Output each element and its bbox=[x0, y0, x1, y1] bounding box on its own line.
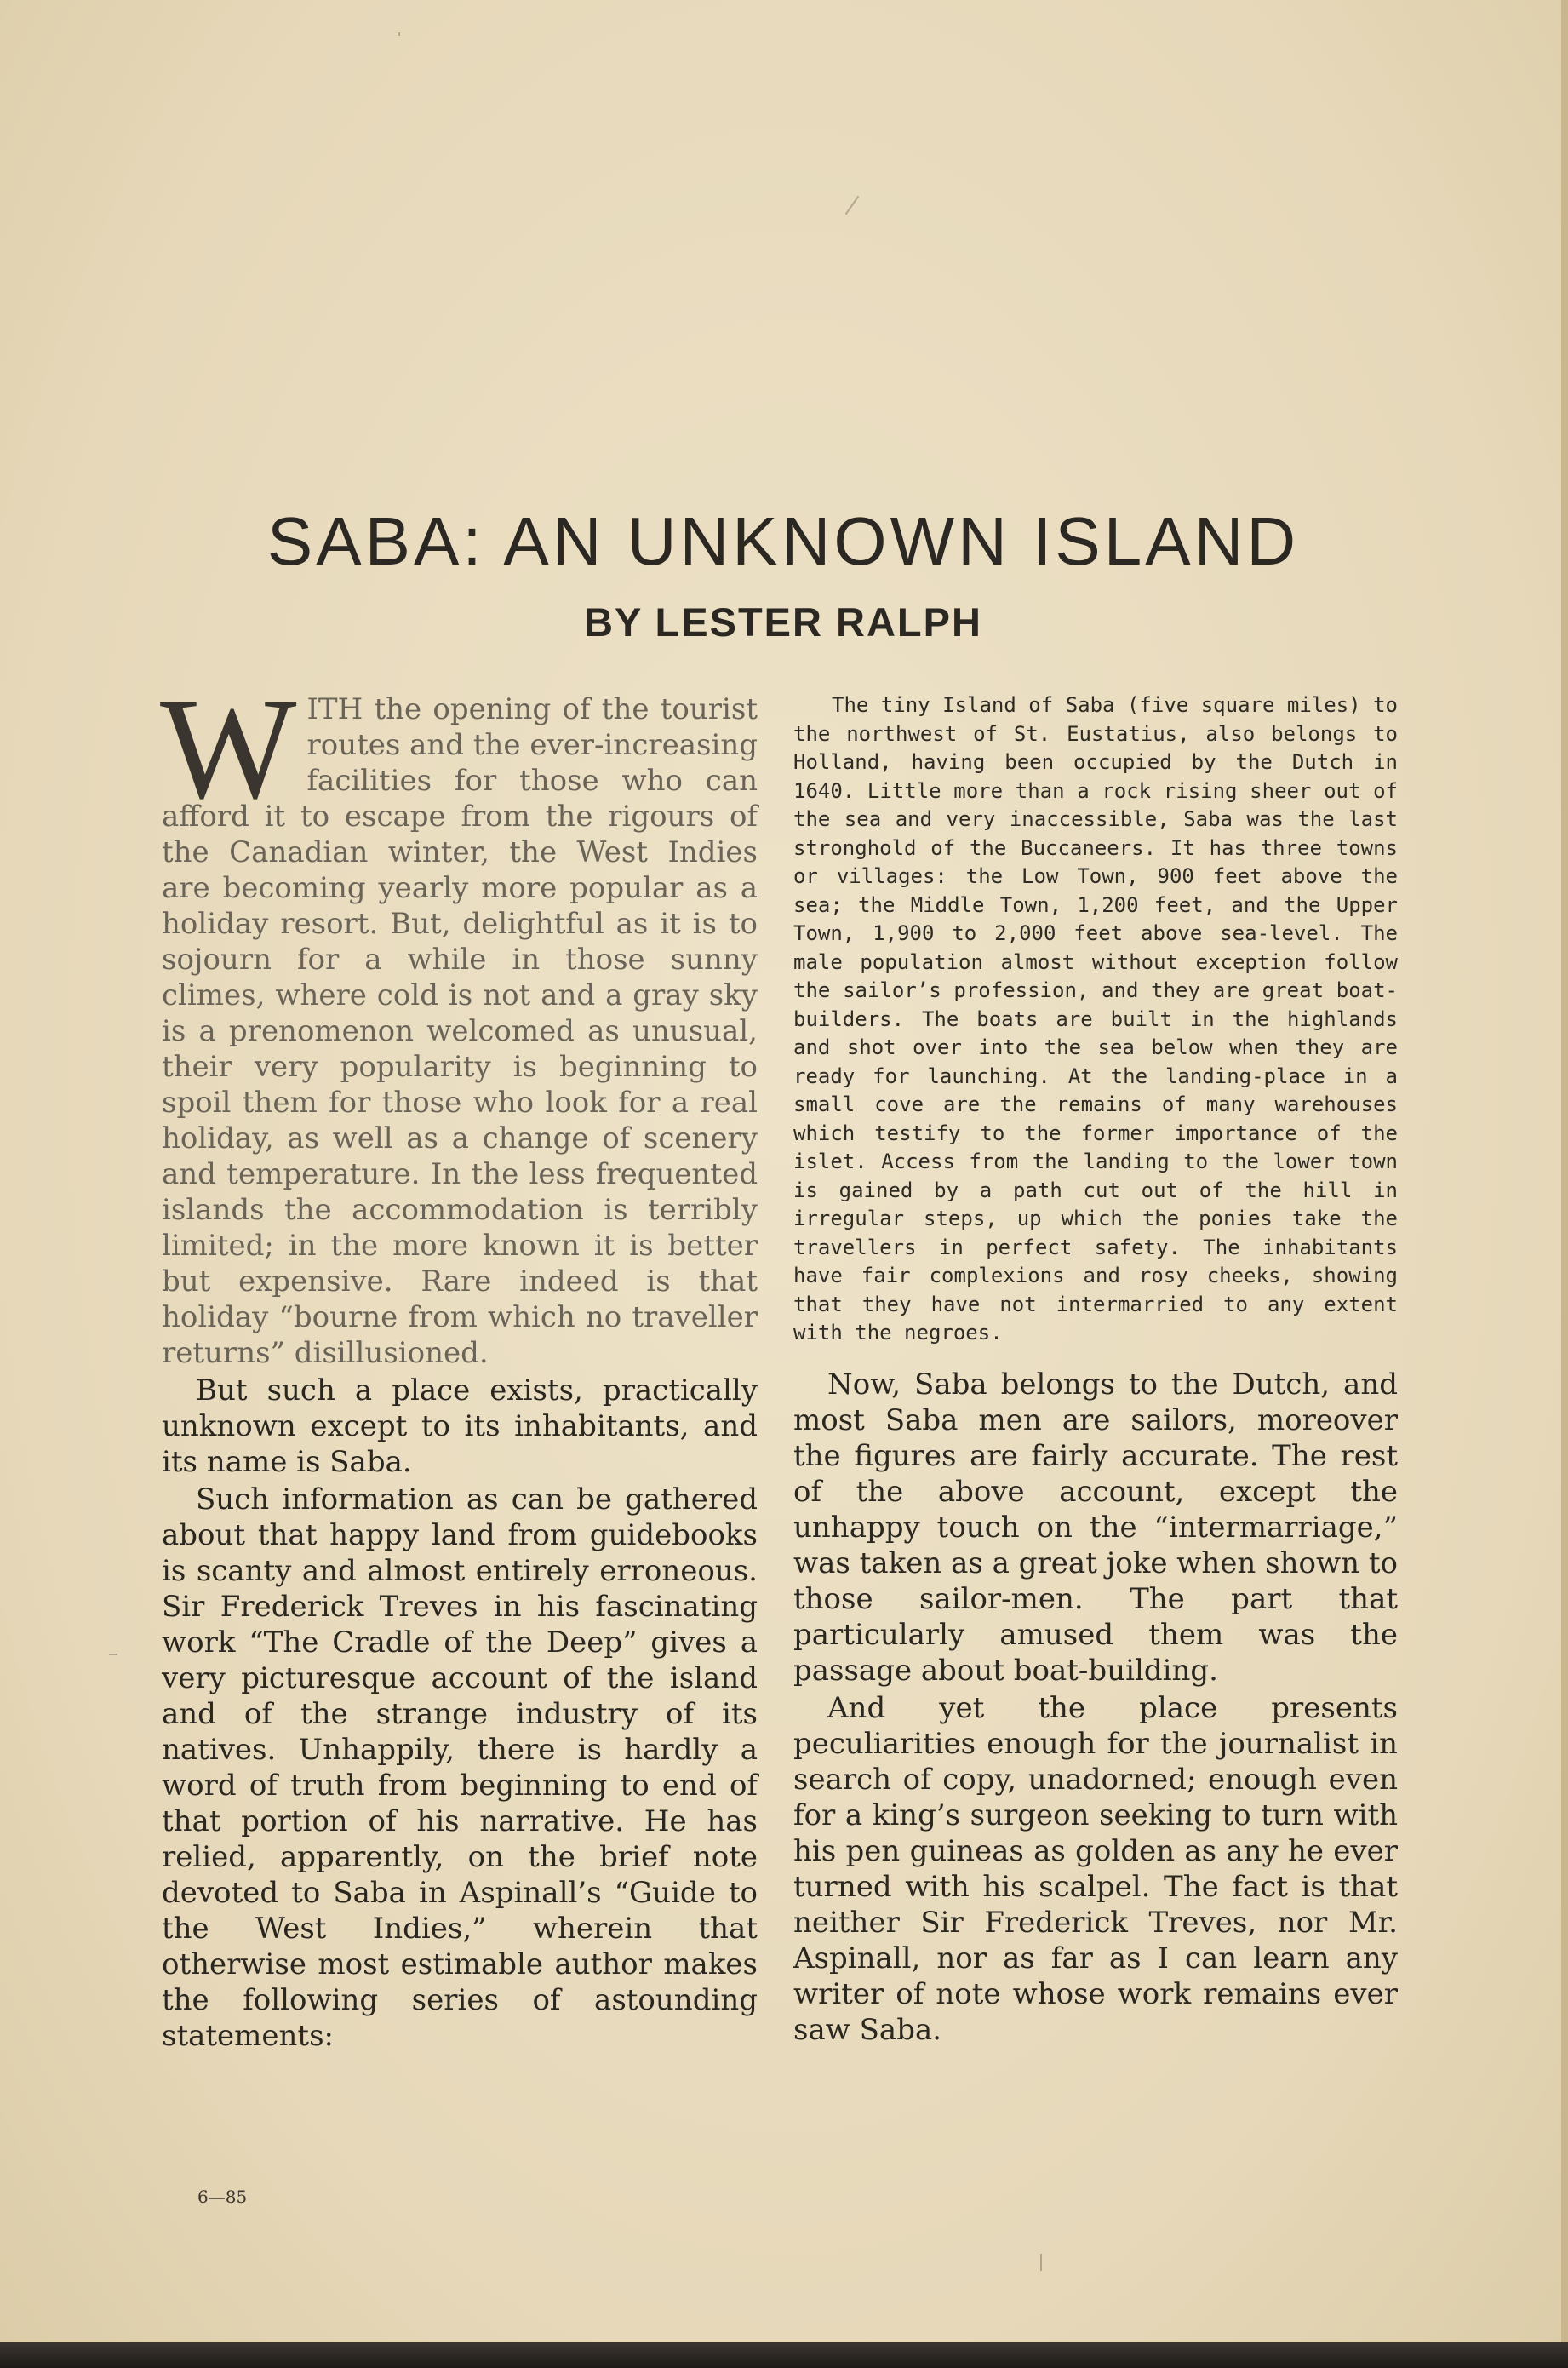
paragraph-4: Now, Saba belongs to the Dutch, and most Saba men are sailors, moreover the figures are fairly accurate. The rest of the above account, except the unhappy touch on the “intermarriage,” was taken as a great joke when shown to those sailor-men. The part that particularly amused them was the passage about boat-building. bbox=[793, 1367, 1398, 1688]
right-column bbox=[793, 691, 1398, 2050]
paper-speck bbox=[109, 1654, 117, 1655]
folio-mark: 6—85 bbox=[197, 2187, 248, 2207]
page-edge-bottom bbox=[0, 2342, 1568, 2368]
paragraph-5: And yet the place presents peculiarities enough for the journalist in search of copy, unadorned; enough even for a king’s surgeon seeking to turn with his pen guineas as golden as any he ever turned with his scalpel. The fact is that neither Sir Frederick Treves, nor Mr. Aspinall, nor as far as I can learn any writer of note whose work remains ever saw Saba. bbox=[793, 1690, 1398, 2047]
paper-speck bbox=[398, 32, 400, 36]
lead-paragraph bbox=[160, 668, 758, 1371]
article-byline: BY LESTER RALPH bbox=[584, 599, 982, 645]
paragraph-2: But such a place exists, practically unknown except to its inhabitants, and its name is Saba. bbox=[162, 1373, 758, 1479]
article-title: SABA: AN UNKNOWN ISLAND bbox=[266, 503, 1300, 579]
drop-cap: W bbox=[160, 668, 297, 829]
quoted-passage: The tiny Island of Saba (five square miles) to the northwest of St. Eustatius, also belongs to Holland, having been occupied by the Dutch in 1640. Little more than a rock rising sheer out of the sea and very inaccessible, Saba was the last stronghold of the Buccaneers. It has three towns or villages: the Low Town, 900 feet above the sea; the Middle Town, 1,200 feet, and the Upper Town, 1,900 to 2,000 feet above sea-level. The male population almost without exception follow the sailor’s profession, and they are great boat-builders. The boats are built in the highlands and shot over into the sea below when they are ready for launching. At the landing-place in a small cove are the remains of many warehouses which testify to the former importance of the islet. Access from the landing to the lower town is gained by a path cut out of the hill in irregular steps, up which the ponies take the travellers in perfect safety. The inhabitants have fair complexions and rosy cheeks, showing that they have not intermarried to any extent with the negroes. bbox=[793, 693, 1398, 1345]
paragraph-3: Such information as can be gathered about that happy land from guidebooks is scanty and almost entirely erroneous. Sir Frederick Treves in his fascinating work “The Cradle of the Deep” gives a very picturesque account of the island and of the strange industry of its natives. Unhappily, there is hardly a word of truth from beginning to end of that portion of his narrative. He has relied, apparently, on the brief note devoted to Saba in Aspinall’s “Guide to the West Indies,” wherein that otherwise most estimable author makes the following series of astounding statements: bbox=[162, 1482, 758, 2053]
paper-scratch bbox=[845, 196, 860, 215]
page-edge-right bbox=[1561, 0, 1568, 2368]
paper-speck bbox=[1040, 2254, 1042, 2271]
left-column bbox=[160, 668, 758, 2056]
lead-paragraph-text: ITH the opening of the tourist routes and the ever-increasing facilities for those who can afford it to escape from the rigours of the Canadian winter, the West Indies are becoming yearly more popular as a holiday resort. But, delightful as it is to sojourn for a while in those sunny climes, where cold is not and a gray sky is a prenomenon welcomed as unusual, their very popularity is beginning to spoil them for those who look for a real holiday, as well as a change of scenery and temperature. In the less frequented islands the accommodation is terribly limited; in the more known it is better but expensive. Rare indeed is that holiday “bourne from which no traveller returns” disillusioned. bbox=[162, 692, 758, 1370]
